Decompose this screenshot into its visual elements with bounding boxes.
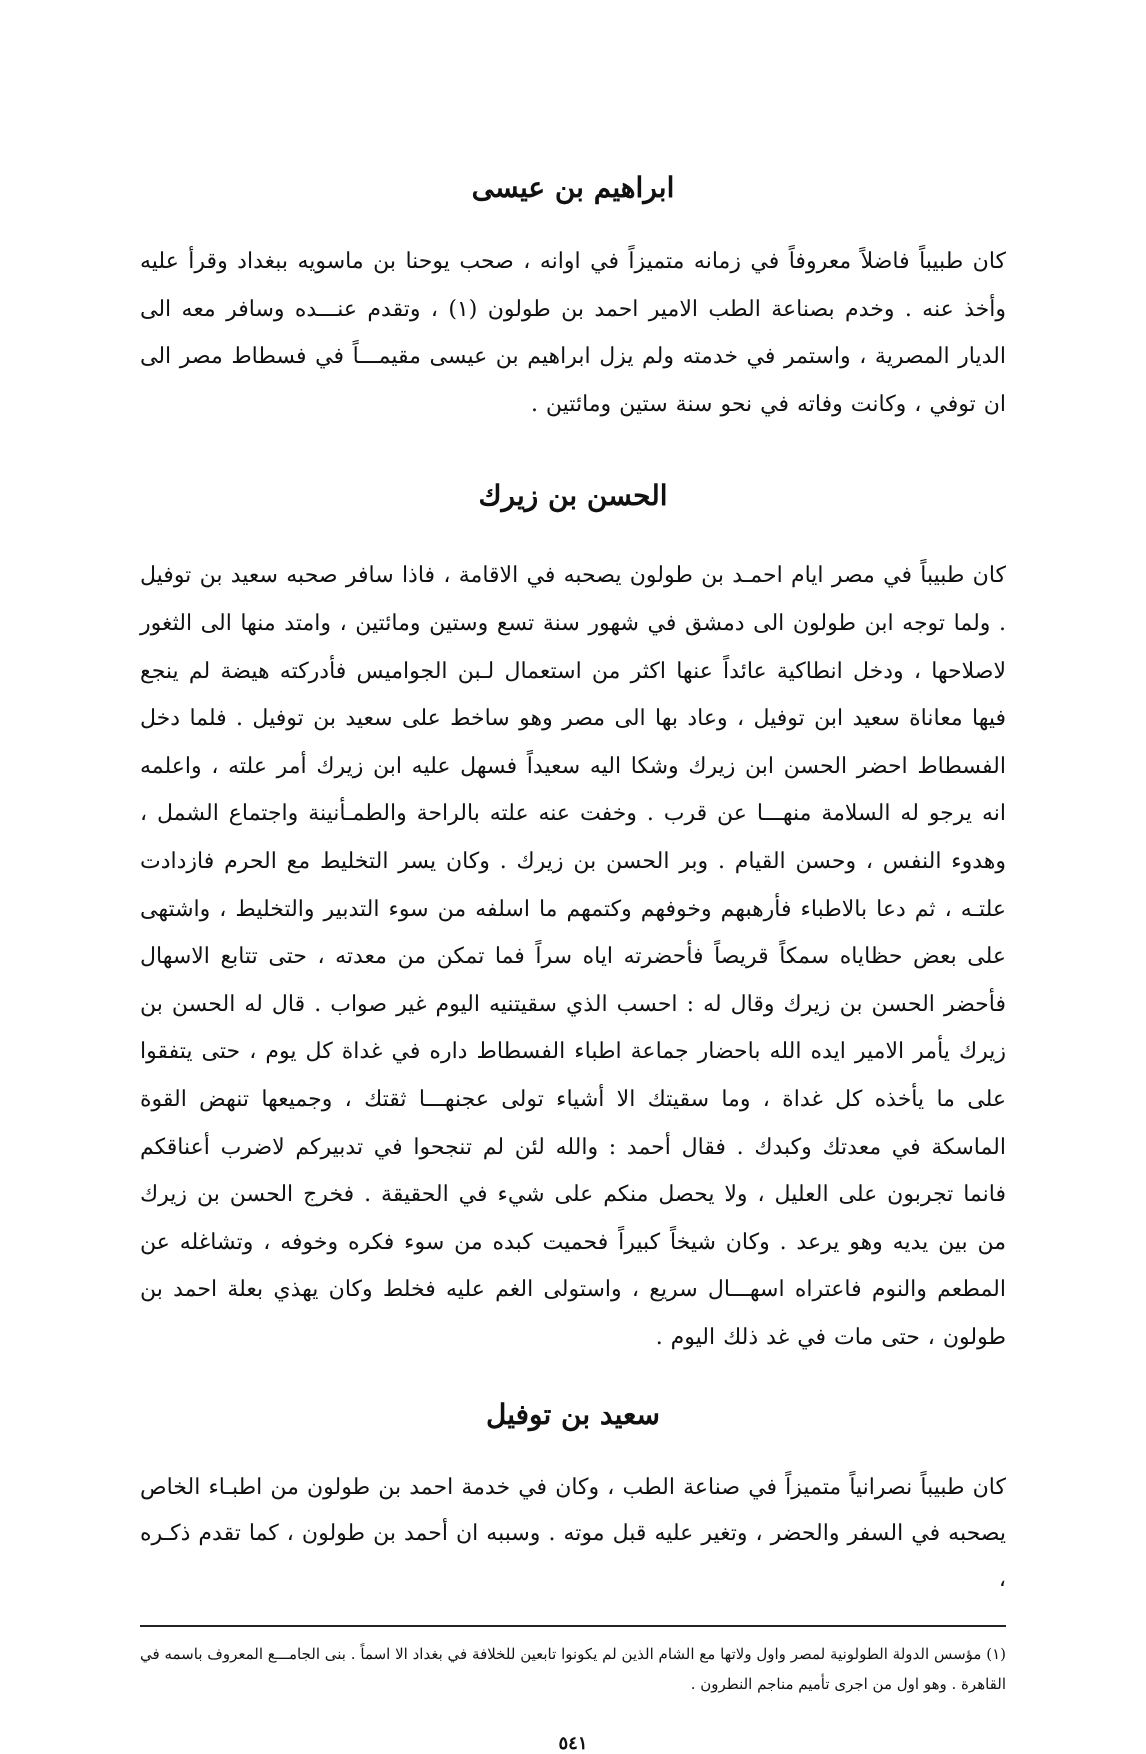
- page-number: ٥٤١: [558, 1733, 588, 1754]
- entry-paragraph: كان طبيباً نصرانياً متميزاً في صناعة الطب ، وكان في خدمة احمد بن طولون من اطبـاء الخاص يصحبه في السفر والحضر ، وتغير عليه قبل موته . وسببه ان أحمد بن طولون ، كما تقدم ذكـره ،: [140, 1475, 1006, 1593]
- entry-al-hasan-ibn-zirak: [140, 476, 1006, 1361]
- entry-title: ابراهيم بن عيسى: [471, 171, 675, 204]
- entry-ibrahim-ibn-isa: [140, 168, 1006, 428]
- footnote-divider: [140, 1625, 1006, 1627]
- entry-said-ibn-tawfil: [140, 1395, 1006, 1603]
- footnote: (١) مؤسس الدولة الطولونية لمصر واول ولاتها مع الشام الذين لم يكونوا تابعين للخلافة في بغداد الا اسماً . بنى الجامـــع المعروف باسمه في القاهرة . وهو اول من اجرى تأميم مناجم النطرون .: [140, 1645, 1006, 1694]
- entry-paragraph: كان طبيباً فاضلاً معروفاً في زمانه متميزاً في اوانه ، صحب يوحنا بن ماسويه ببغداد وقرأ عليه وأخذ عنه . وخدم بصناعة الطب الامير احمد بن طولون (١) ، وتقدم عنـــده وسافر معه الى الديار المصرية ، واستمر في خدمته ولم يزل ابراهيم بن عيسى مقيمـــاً في فسطاط مصر الى ان توفي ، وكانت وفاته في نحو سنة ستين ومائتين .: [140, 249, 1007, 417]
- entry-title: الحسن بن زيرك: [478, 479, 668, 513]
- entry-title: سعيد بن توفيل: [485, 1398, 660, 1432]
- entry-paragraph: كان طبيباً في مصر ايام احمـد بن طولون يصحبه في الاقامة ، فاذا سافر صحبه سعيد بن توفيل . ولما توجه ابن طولون الى دمشق في شهور سنة تسع وستين ومائتين ، وامتد منها الى الثغور لاصلاحها ، ودخل انطاكية عائداً عنها اكثر من استعمال لـبن الجواميس فأدركته هيضة لم ينجع فيها معاناة سعيد ابن توفيل ، وعاد بها الى مصر وهو ساخط على سعيد بن توفيل . فلما دخل الفسطاط احضر الحسن ابن زيرك وشكا اليه سعيداً فسهل عليه ابن زيرك أمر علته ، واعلمه انه يرجو له السلامة منهـــا عن قرب . وخفت عنه علته بالراحة والطمـأنينة واجتماع الشمل ، وهدوء النفس ، وحسن القيام . وبر الحسن بن زيرك . وكان يسر التخليط مع الحرم فازدادت علتـه ، ثم دعا بالاطباء فأرهبهم وخوفهم وكتمهم ما اسلفه من سوء التدبير والتخليط ، واشتهى على بعض حظاياه سمكاً قريصاً فأحضرته اياه سراً فما تمكن من معدته ، حتى تتابع الاسهال فأحضر الحسن بن زيرك وقال له : احسب الذي سقيتنيه اليوم غير صواب . قال له الحسن بن زيرك يأمر الامير ايده الله باحضار جماعة اطباء الفسطاط داره في غداة كل يوم ، حتى يتفقوا على ما يأخذه كل غداة ، وما سقيتك الا أشياء تولى عجنهـــا ثقتك ، وجميعها تنهض القوة الماسكة في معدتك وكبدك . فقال أحمد : والله لئن لم تنجحوا في تدبيركم لاضرب أعناقكم فانما تجربون على العليل ، ولا يحصل منكم على شيء في الحقيقة . فخرج الحسن بن زيرك من بين يديه وهو يرعد . وكان شيخاً كبيراً فحميت كبده من سوء فكره وخوفه ، وتشاغله عن المطعم والنوم فاعتراه اسهـــال سريع ، واستولى الغم عليه فخلط وكان يهذي بعلة احمد بن طولون ، حتى مات في غد ذلك اليوم .: [140, 563, 1006, 1350]
- book-page: [140, 168, 1006, 1754]
